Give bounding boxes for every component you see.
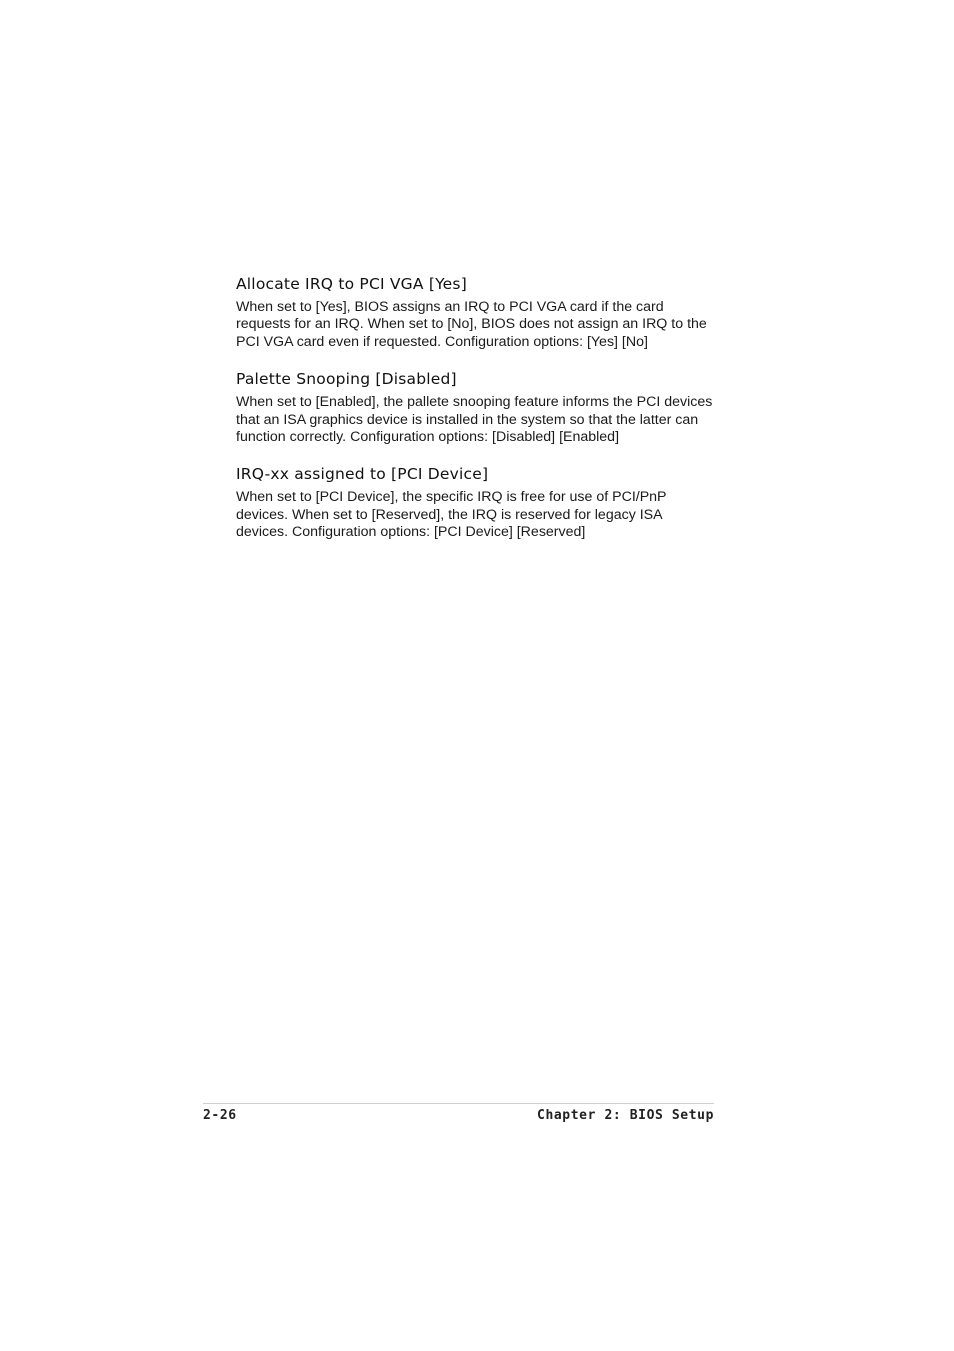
chapter-title: Chapter 2: BIOS Setup xyxy=(537,1108,714,1123)
section-heading: Palette Snooping [Disabled] xyxy=(236,370,457,389)
section-body: When set to [Yes], BIOS assigns an IRQ to PCI VGA card if the card requests for an IRQ. When set to [No], BIOS does not assign an IRQ to the PCI VGA card even if requested. Configuration options: [Yes] [No] xyxy=(236,299,707,350)
section-palette-snooping xyxy=(236,369,716,446)
section-heading: Allocate IRQ to PCI VGA [Yes] xyxy=(236,275,467,293)
section-body: When set to [Enabled], the pallete snooping feature informs the PCI devices that an ISA graphics device is installed in the system so that the latter can function correctly. Configuration options: [Disabled] [Enabled] xyxy=(236,394,713,446)
document-body xyxy=(236,274,716,560)
section-irq-assigned xyxy=(236,464,716,541)
page-number: 2-26 xyxy=(203,1108,237,1123)
section-allocate-irq xyxy=(236,274,716,351)
section-body: When set to [PCI Device], the specific IRQ is free for use of PCI/PnP devices. When set to [Reserved], the IRQ is reserved for legacy ISA devices. Configuration options: [PCI Device] [Reserved] xyxy=(236,489,667,541)
section-heading: IRQ-xx assigned to [PCI Device] xyxy=(236,465,489,484)
page-footer xyxy=(203,1108,714,1126)
footer-divider xyxy=(203,1103,714,1104)
